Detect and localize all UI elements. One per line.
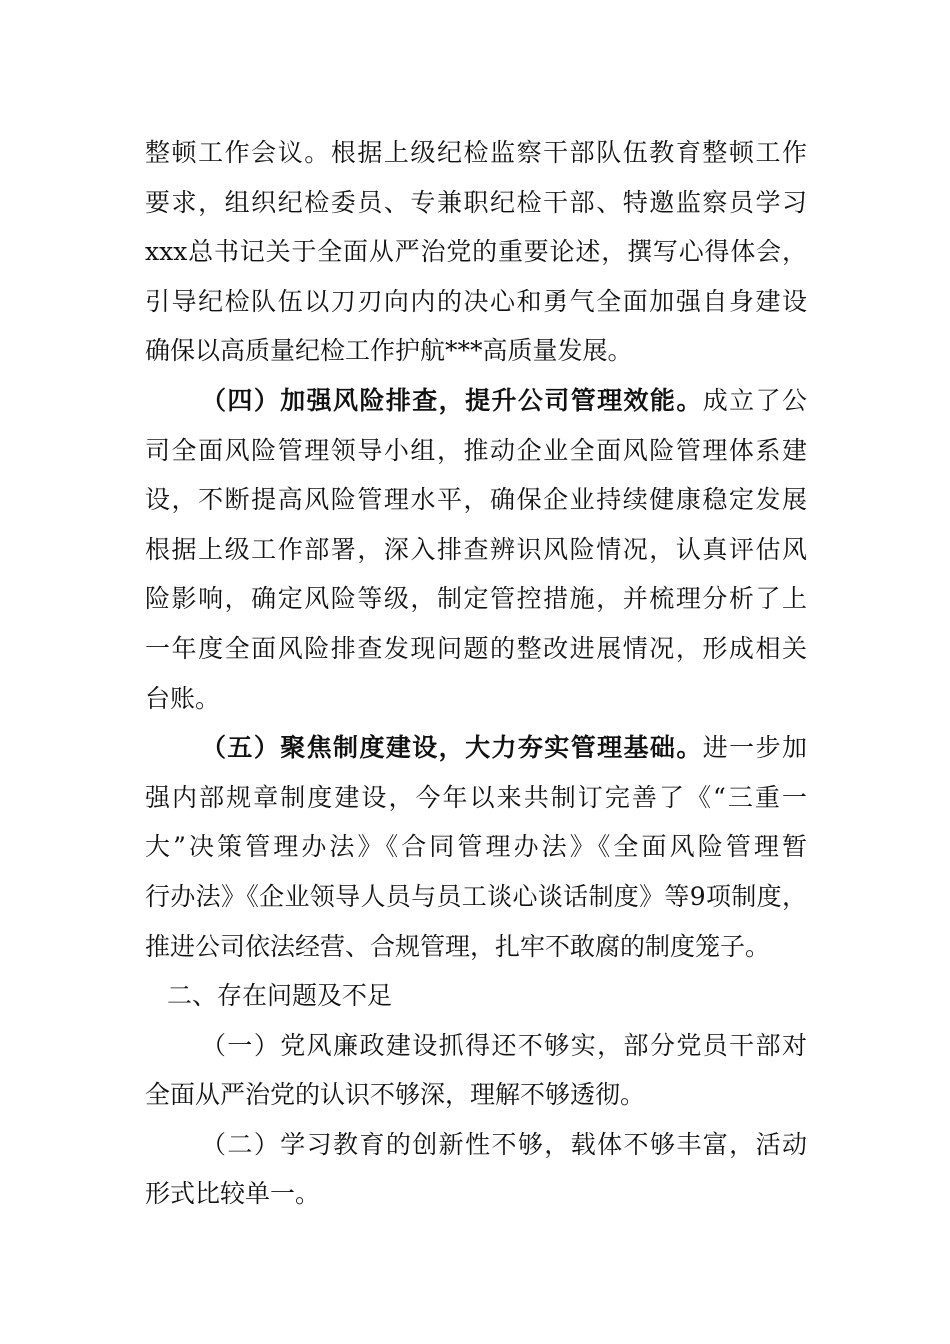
problem-item-1	[145, 1021, 807, 1120]
text-line: （一）党风廉政建设抓得还不够实，部分党员干部对	[201, 1030, 807, 1060]
text-line: 确保以高质量纪检工作护航***高质量发展。	[145, 336, 633, 366]
section-4-lead-text: 成立了公	[702, 385, 807, 415]
problem-item-2	[145, 1120, 807, 1219]
text-line: 全面从严治党的认识不够深，理解不够透彻。	[145, 1080, 646, 1110]
section-5-lead-text: 进一步加	[702, 733, 807, 763]
text-line: 引导纪检队伍以刀刃向内的决心和勇气全面加强自身建设	[145, 286, 807, 316]
text-line: 台账。	[145, 683, 221, 713]
section-4-first-line	[145, 376, 807, 426]
text-line: 整顿工作会议。根据上级纪检监察干部队伍教育整顿工作	[145, 138, 807, 167]
section-4-paragraph	[145, 376, 807, 723]
text-line: 推进公司依法经营、合规管理，扎牢不敢腐的制度笼子。	[145, 931, 771, 961]
document-body	[145, 128, 807, 1219]
text-line: 险影响，确定风险等级，制定管控措施，并梳理分析了上	[145, 584, 807, 614]
text-line: 一年度全面风险排查发现问题的整改进展情况，形成相关	[145, 633, 807, 663]
text-line: （二）学习教育的创新性不够，载体不够丰富，活动	[201, 1129, 807, 1159]
section-5-first-line	[145, 723, 807, 773]
text-line: 根据上级工作部署，深入排查辨识风险情况，认真评估风	[145, 534, 807, 564]
section-5-heading: （五）聚焦制度建设，大力夯实管理基础。	[201, 733, 703, 763]
text-line: 形式比较单一。	[145, 1179, 321, 1209]
text-line: 行办法》《企业领导人员与员工谈心谈话制度》等9项制度，	[145, 881, 807, 911]
text-line: 大”决策管理办法》《合同管理办法》《全面风险管理暂	[145, 832, 807, 862]
paragraph-continuation	[145, 128, 807, 376]
text-line: 设，不断提高风险管理水平，确保企业持续健康稳定发展	[145, 485, 807, 515]
part-2-heading: 二、存在问题及不足	[167, 981, 393, 1011]
section-4-heading: （四）加强风险排查，提升公司管理效能。	[201, 385, 703, 415]
section-5-paragraph	[145, 723, 807, 971]
text-line: 强内部规章制度建设，今年以来共制订完善了《“三重一	[145, 782, 807, 812]
text-line: 司全面风险管理领导小组，推动企业全面风险管理体系建	[145, 435, 807, 465]
text-line: 要求，组织纪检委员、专兼职纪检干部、特邀监察员学习	[145, 187, 807, 217]
text-line: xxx总书记关于全面从严治党的重要论述，撰写心得体会，	[145, 237, 807, 267]
